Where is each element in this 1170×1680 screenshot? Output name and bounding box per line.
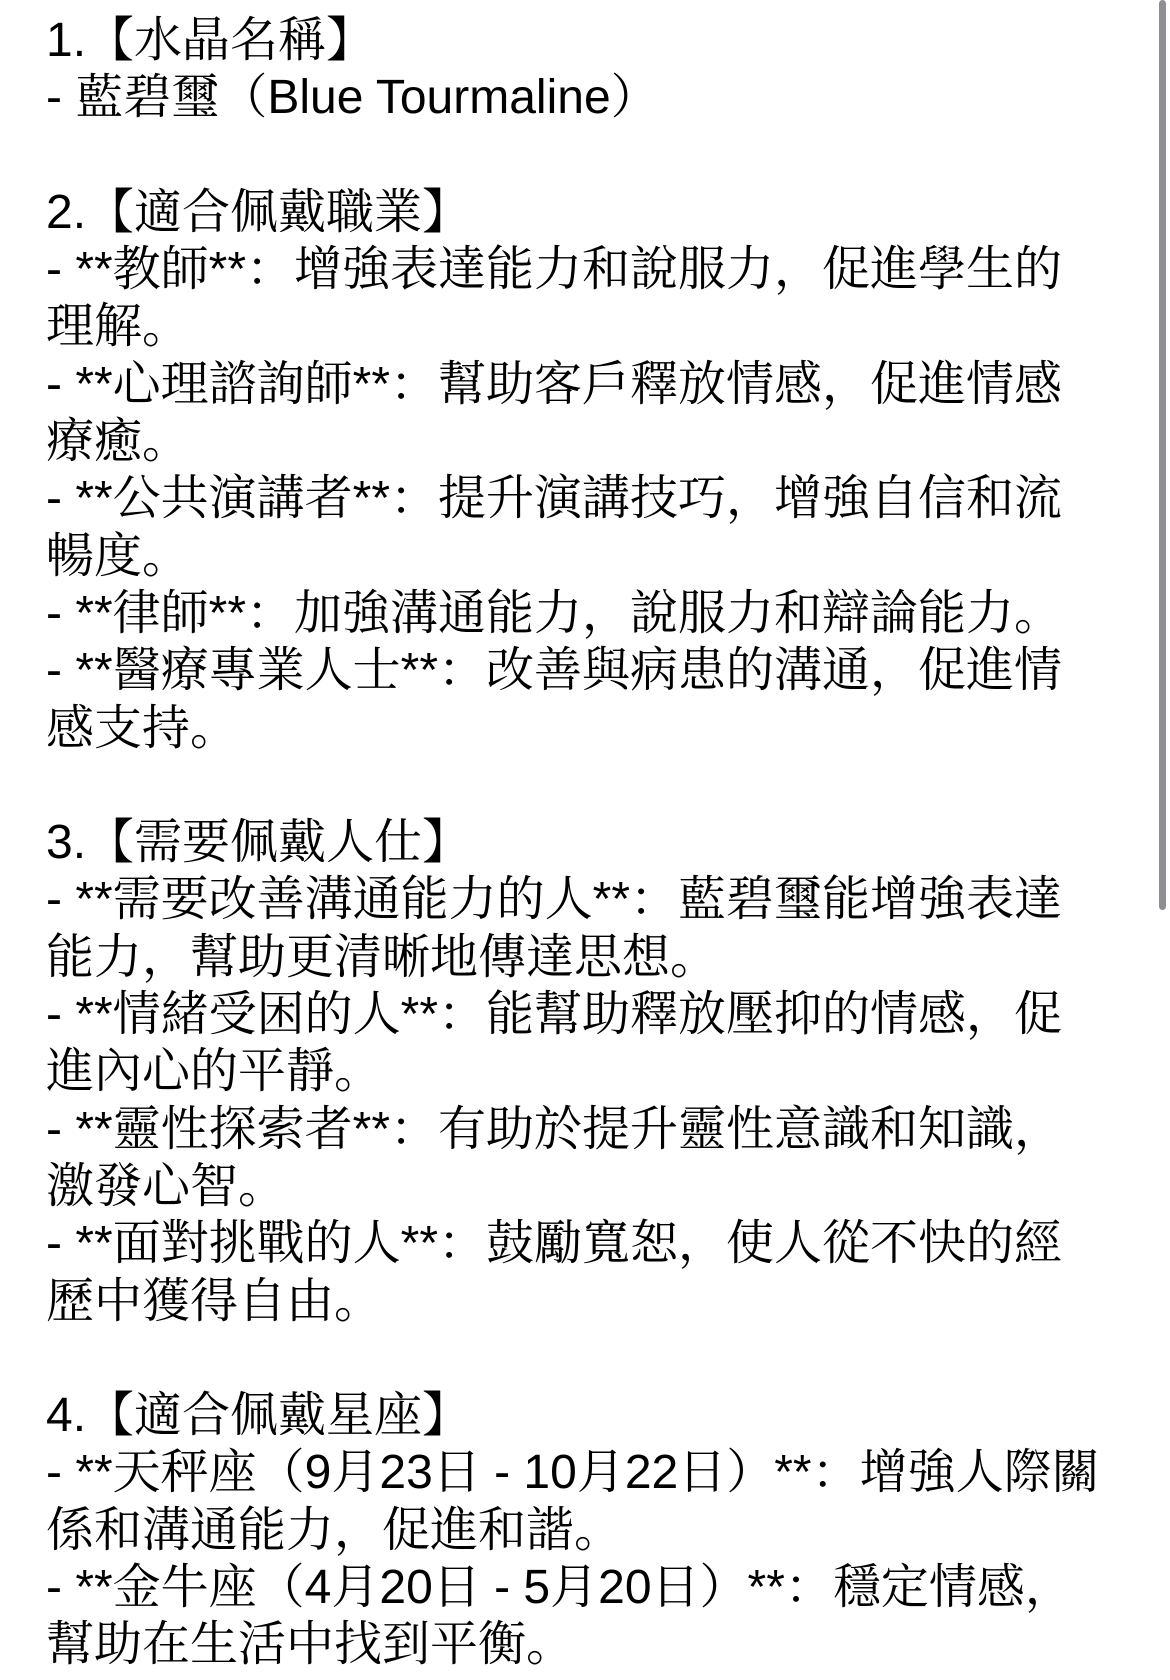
- list-item: [46, 585, 1150, 642]
- list-item-line: - **需要改善溝通能力的人**：藍碧璽能增強表達: [46, 873, 1063, 927]
- list-item-line: 感支持。: [46, 701, 239, 755]
- section-who-needs-it: [46, 814, 1150, 1330]
- list-item: [46, 470, 1150, 585]
- section-spacer: [46, 127, 1150, 184]
- list-item-line: 暢度。: [46, 529, 191, 583]
- section-spacer: [46, 757, 1150, 814]
- list-item-line: 理解。: [46, 300, 191, 354]
- list-item-line: - **靈性探索者**：有助於提升靈性意識和知識，: [46, 1102, 1063, 1156]
- list-item-line: - **情緒受困的人**：能幫助釋放壓抑的情感，促: [46, 988, 1063, 1042]
- list-item-line: - **律師**：加強溝通能力，說服力和辯論能力。: [46, 586, 1063, 640]
- list-item: [46, 69, 1150, 126]
- list-item: [46, 241, 1150, 356]
- list-item: [46, 871, 1150, 986]
- section-heading: 3.【需要佩戴人仕】: [46, 816, 471, 870]
- list-item: [46, 986, 1150, 1101]
- list-item-line: - **醫療專業人士**：改善與病患的溝通，促進情: [46, 644, 1063, 698]
- list-item-line: - **金牛座（4月20日 - 5月20日）**：穩定情感，: [46, 1561, 1073, 1615]
- list-item: [46, 1101, 1150, 1216]
- list-item: [46, 356, 1150, 471]
- section-crystal-name: [46, 12, 1150, 127]
- list-item-line: 激發心智。: [46, 1159, 287, 1213]
- section-spacer: [46, 1330, 1150, 1387]
- list-item-line: 進內心的平靜。: [46, 1045, 383, 1099]
- list-item-line: - **教師**：增強表達能力和說服力，促進學生的: [46, 243, 1063, 297]
- list-item: [46, 1215, 1150, 1330]
- list-item-line: - **面對挑戰的人**：鼓勵寬恕，使人從不快的經: [46, 1217, 1063, 1271]
- list-item-line: 歷中獲得自由。: [46, 1274, 383, 1328]
- list-item: [46, 642, 1150, 757]
- section-heading: 1.【水晶名稱】: [46, 14, 375, 67]
- list-item-line: 係和溝通能力，促進和諧。: [46, 1503, 623, 1557]
- section-zodiac-signs: [46, 1387, 1150, 1673]
- list-item-line: 幫助在生活中找到平衡。: [46, 1618, 575, 1672]
- list-item-line: - **公共演講者**：提升演講技巧，增強自信和流: [46, 472, 1063, 526]
- section-suitable-professions: [46, 184, 1150, 757]
- list-item: [46, 1559, 1150, 1674]
- section-heading: 2.【適合佩戴職業】: [46, 185, 471, 239]
- list-item-line: - **天秤座（9月23日 - 10月22日）**：增強人際關: [46, 1446, 1100, 1500]
- scroll-indicator[interactable]: [1159, 0, 1166, 910]
- text-content: [0, 12, 1150, 1674]
- list-item: [46, 1444, 1150, 1559]
- list-item-line: 療癒。: [46, 415, 191, 469]
- list-item-line: 能力，幫助更清晰地傳達思想。: [46, 930, 719, 984]
- list-item-line: - **心理諮詢師**：幫助客戶釋放情感，促進情感: [46, 357, 1063, 411]
- section-heading: 4.【適合佩戴星座】: [46, 1389, 471, 1443]
- list-item-line: - 藍碧璽（Blue Tourmaline）: [46, 71, 659, 125]
